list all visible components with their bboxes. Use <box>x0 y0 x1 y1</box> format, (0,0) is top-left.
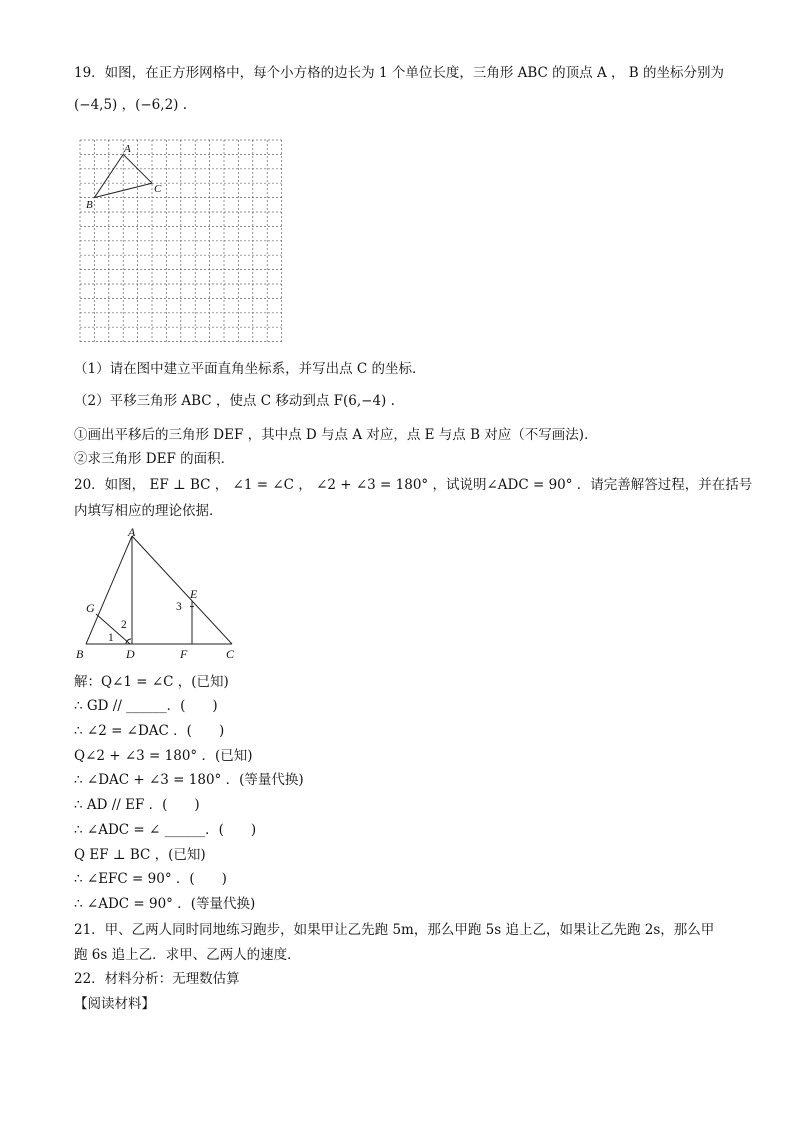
fig-label-a: A <box>128 528 136 539</box>
fig-angle-2: 2 <box>121 619 127 631</box>
solution-line: 解：Q∠1 = ∠C ，(已知) <box>74 674 229 690</box>
q19-part2: （2）平移三角形 ABC ，使点 C 移动到点 F(6,−4) . <box>74 393 395 409</box>
q21-line1: 21．甲、乙两人同时同地练习跑步，如果甲让乙先跑 5m，那么甲跑 5s 追上乙，如果让乙先跑 2s，那么甲 <box>74 922 715 938</box>
q19-sub1: ①画出平移后的三角形 DEF ，其中点 D 与点 A 对应，点 E 与点 B 对应（不写画法)． <box>74 427 598 443</box>
solution-line: ∴ ∠DAC + ∠3 = 180° ．(等量代换) <box>74 772 304 788</box>
segment-ac <box>132 536 232 644</box>
fig-label-c: C <box>226 647 235 661</box>
solution-line: Q EF ⊥ BC ，(已知) <box>74 847 206 863</box>
label-a: A <box>124 143 131 155</box>
q20-line1: 20．如图， EF ⊥ BC ， ∠1 = ∠C ， ∠2 + ∠3 = 180° ，试说明∠ADC = 90° ．请完善解答过程，并在括号 <box>74 477 753 493</box>
q19-sub2: ②求三角形 DEF 的面积． <box>74 451 235 467</box>
q21-line2: 跑 6s 追上乙．求甲、乙两人的速度． <box>74 947 301 963</box>
q19-line1: 19．如图，在正方形网格中，每个小方格的边长为 1 个单位长度，三角形 ABC 的顶点 A ， B 的坐标分别为 <box>74 65 725 81</box>
fig-angle-3: 3 <box>176 601 182 613</box>
fig-label-b: B <box>76 647 84 661</box>
label-b: B <box>86 199 93 211</box>
solution-line: ∴ AD // EF ．( ) <box>74 797 200 813</box>
grid-figure <box>78 138 288 348</box>
solution-line: ∴ ∠ADC = 90° ．(等量代换) <box>74 896 256 912</box>
q19-line2: (−4,5) ，(−6,2) . <box>74 97 188 113</box>
solution-line: ∴ ∠2 = ∠DAC ．( ) <box>74 723 225 739</box>
q22-line2: 【阅读材料】 <box>74 996 155 1012</box>
fig-angle-1: 1 <box>108 632 114 644</box>
solution-line: ∴ ∠EFC = 90° ．( ) <box>74 871 227 887</box>
solution-line: ∴ ∠ADC = ∠ ______．( ) <box>74 822 257 838</box>
solution-line: Q∠2 + ∠3 = 180° ．(已知) <box>74 748 253 764</box>
triangle-figure <box>74 528 254 664</box>
fig-label-e: E <box>190 587 198 601</box>
q20-line2: 内填写相应的理论依据． <box>74 503 223 519</box>
q19-part1: （1）请在图中建立平面直角坐标系，并写出点 C 的坐标． <box>74 361 426 377</box>
fig-label-d: D <box>126 647 135 661</box>
grid-lines <box>80 140 282 342</box>
solution-line: ∴ GD // ______．( ) <box>74 698 218 714</box>
fig-label-f: F <box>180 647 188 661</box>
label-c: C <box>154 183 162 195</box>
q22-line1: 22．材料分析：无理数估算 <box>74 971 240 987</box>
fig-label-g: G <box>86 601 95 615</box>
